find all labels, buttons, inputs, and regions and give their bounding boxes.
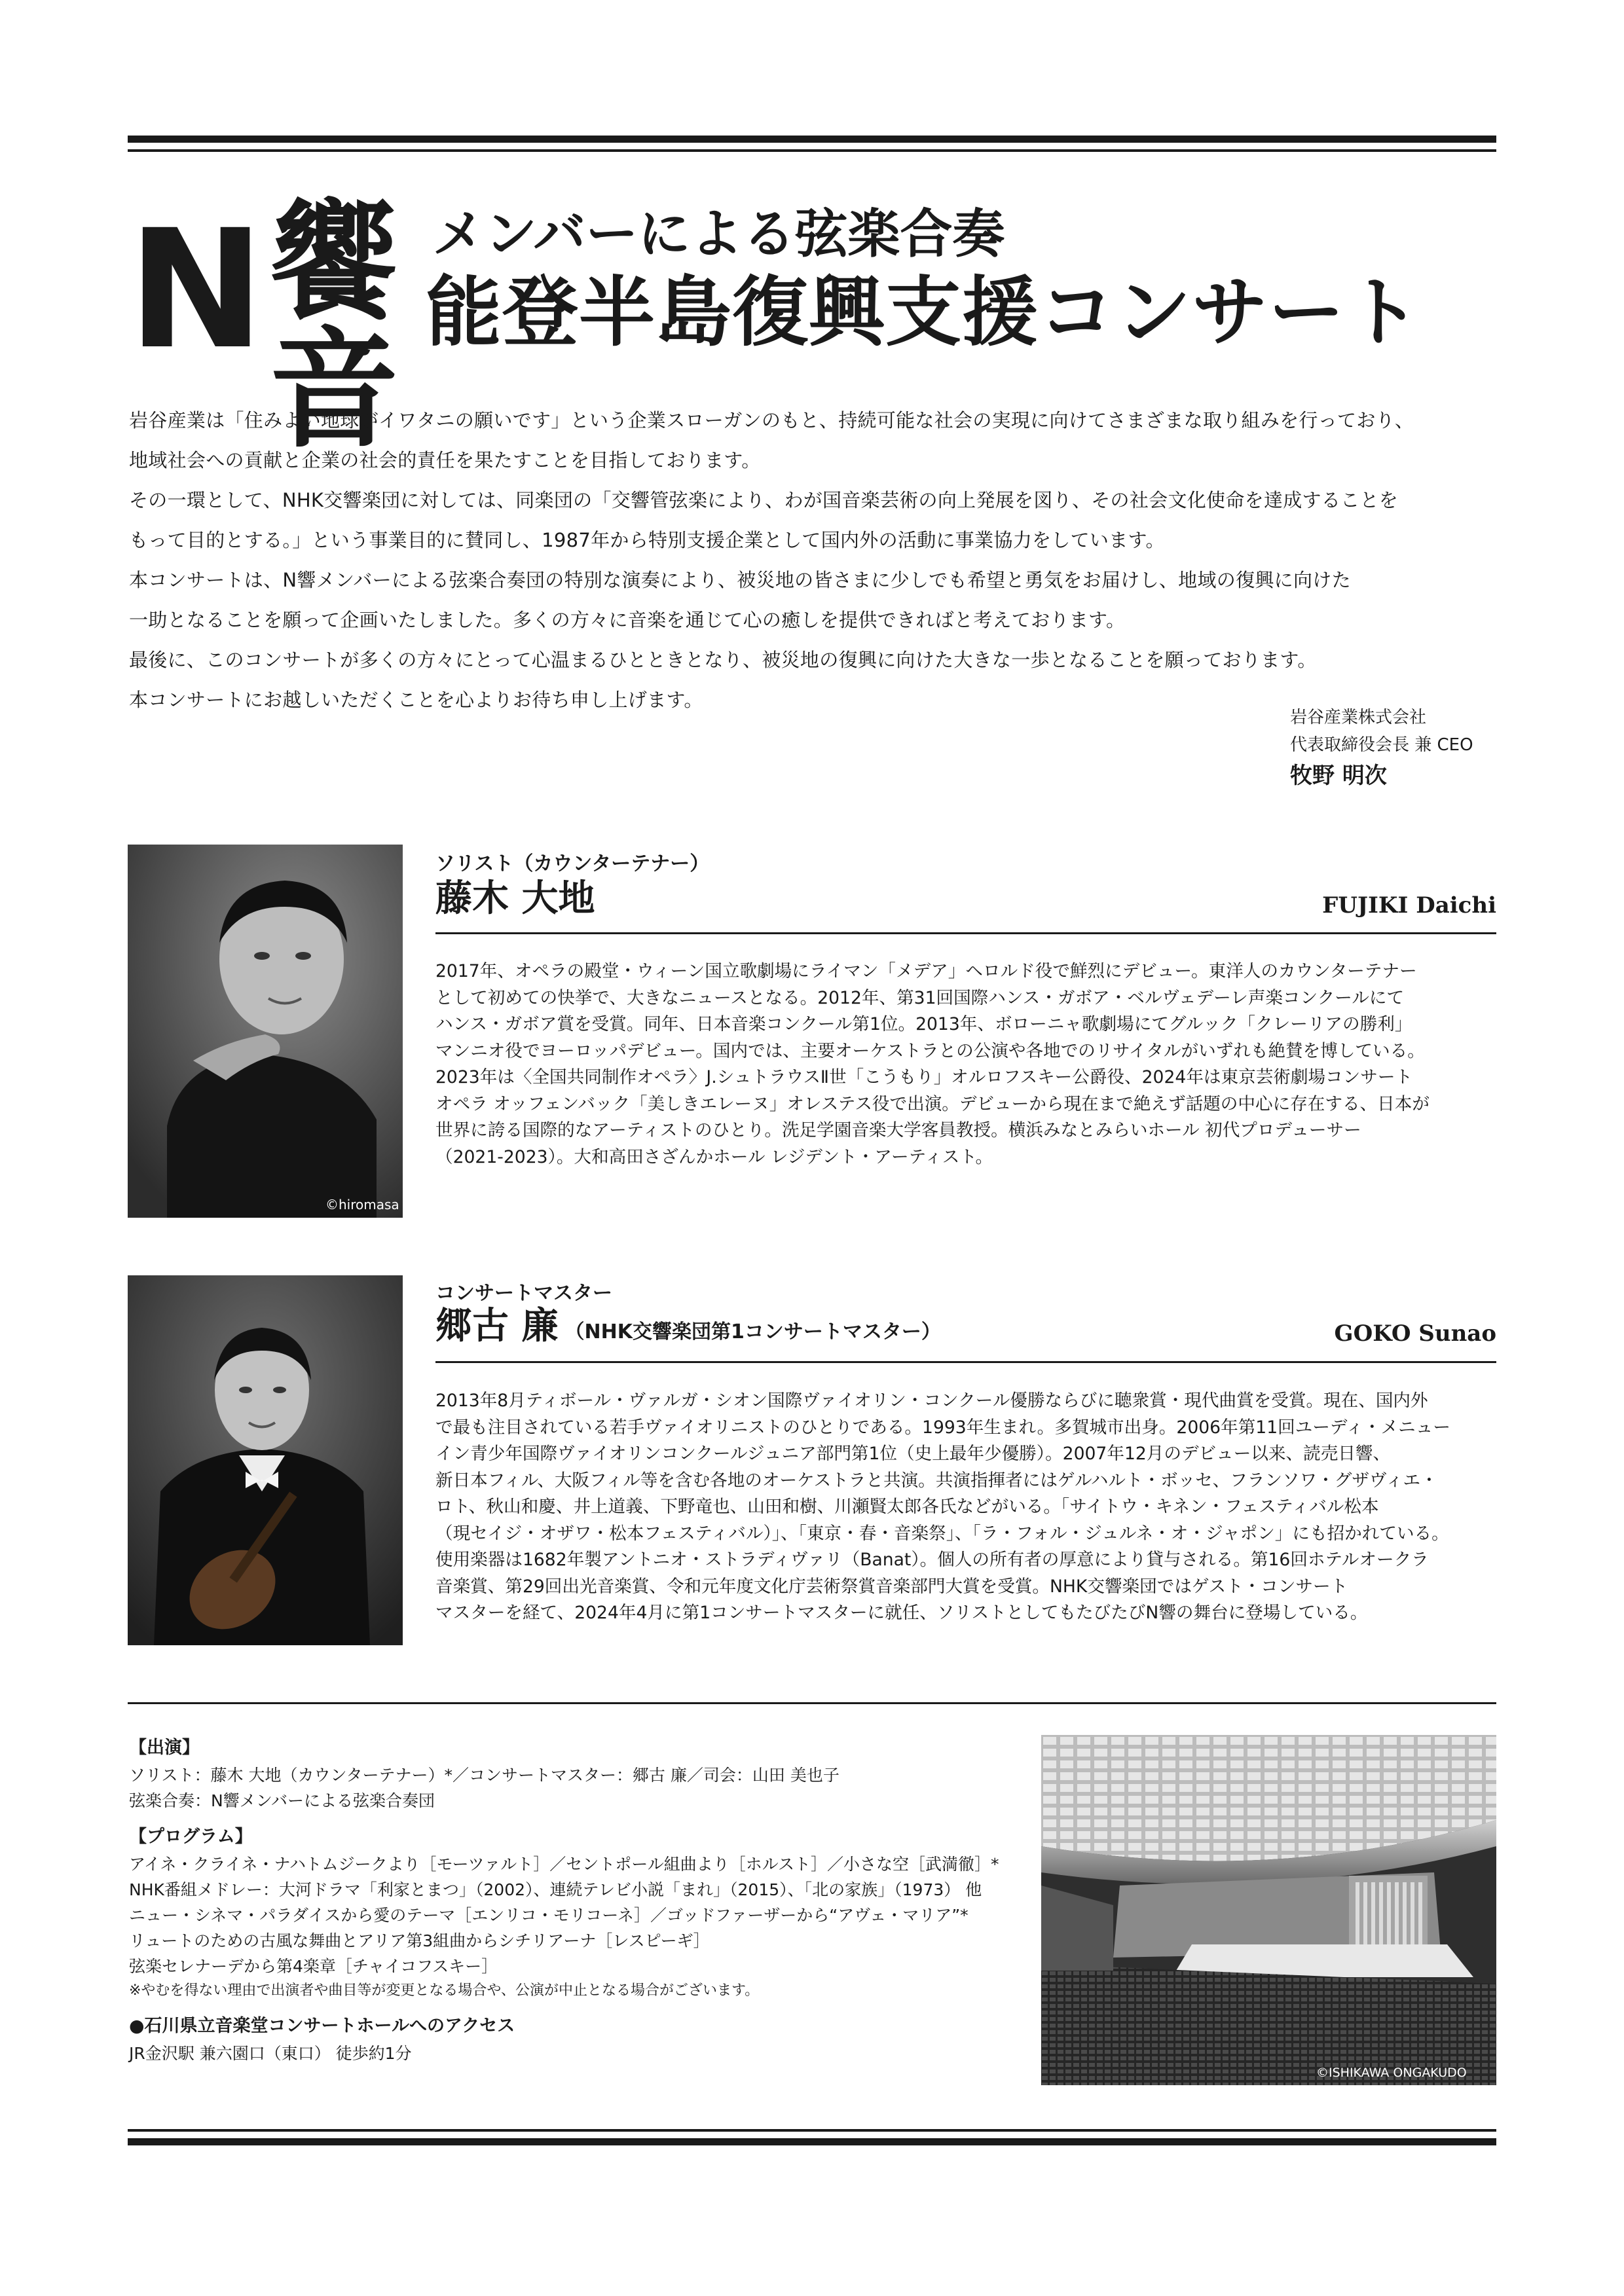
bio-line: オペラ オッフェンバック「美しきエレーヌ」オレステス役で出演。デビューから現在まで絶えず話題の中心に存在する、日本が <box>435 1093 1430 1114</box>
intro-line: その一環として、NHK交響楽団に対しては、同楽団の「交響管弦楽により、わが国音楽芸術の向上発展を図り、その社会文化使命を達成することを <box>129 489 1399 511</box>
bio-line: 世界に誇る国際的なアーティストのひとり。洗足学園音楽大学客員教授。横浜みなとみらいホール 初代プロデューサー <box>435 1120 1361 1140</box>
soloist-name: 藤木 大地 <box>435 877 595 920</box>
title-subtitle: メンバーによる弦楽合奏 <box>432 204 1005 264</box>
title-main: 能登半島復興支援コンサート <box>426 268 1422 357</box>
program-item: ニュー・シネマ・パラダイスから愛のテーマ［エンリコ・モリコーネ］／ゴッドファーザーから“アヴェ・マリア”* <box>129 1906 969 1925</box>
bio-line: ハンス・ガボア賞を受賞。同年、日本音楽コンクール第1位。2013年、ボローニャ歌劇場にてグルック「クレーリアの勝利」 <box>435 1014 1412 1034</box>
bottom-rule-thick <box>128 2138 1496 2145</box>
info-separator <box>128 1702 1496 1704</box>
concertmaster-name-line <box>435 1305 941 1347</box>
bio-line: （現セイジ・オザワ・松本フェスティバル）」、「東京・春・音楽祭」、「ラ・フォル・ジュルネ・オ・ジャポン」にも招かれている。 <box>435 1523 1449 1544</box>
program-item: リュートのための古風な舞曲とアリア第3組曲からシチリアーナ［レスピーギ］ <box>129 1931 710 1950</box>
program-note: ※やむを得ない理由で出演者や曲目等が変更となる場合や、公演が中止となる場合がございます。 <box>129 1982 760 1999</box>
program-item: アイネ・クライネ・ナハトムジークより［モーツァルト］／セントポール組曲より［ホルスト］／小さな空［武満徹］* <box>129 1855 999 1874</box>
bio-line: 使用楽器は1682年製アントニオ・ストラディヴァリ（Banat）。個人の所有者の厚意により貸与される。第16回ホテルオークラ <box>435 1550 1429 1570</box>
title-kanji-bottom: 音 <box>269 314 399 466</box>
soloist-romaji: FUJIKI Daichi <box>1322 892 1496 919</box>
bio-line: 2013年8月ティボール・ヴァルガ・シオン国際ヴァイオリン・コンクール優勝ならびに聴衆賞・現代曲賞を受賞。現在、国内外 <box>435 1391 1428 1411</box>
concertmaster-portrait-illustration <box>128 1275 403 1645</box>
concertmaster-romaji: GOKO Sunao <box>1334 1321 1496 1347</box>
intro-line: 岩谷産業は「住みよい地球がイワタニの願いです」という企業スローガンのもと、持続可能な社会の実現に向けてさまざまな取り組みを行っており、 <box>129 409 1414 431</box>
title-kanji-top: 饗 <box>269 187 399 338</box>
soloist-role: ソリスト（カウンターテナー） <box>435 852 710 875</box>
program-heading: 【プログラム】 <box>129 1827 253 1847</box>
concertmaster-name: 郷古 廉 <box>435 1305 559 1347</box>
intro-line: 一助となることを願って企画いたしました。多くの方々に音楽を通じて心の癒しを提供できればと考えております。 <box>129 609 1126 631</box>
hall-photo <box>1041 1735 1496 2085</box>
program-item: NHK番組メドレー：大河ドラマ「利家とまつ」（2002）、連続テレビ小説「まれ」（2015）、「北の家族」（1973） 他 <box>129 1880 982 1899</box>
concert-info <box>129 1734 1000 2066</box>
title-letter-n: N <box>128 194 261 385</box>
soloist-bio <box>435 958 1496 1171</box>
intro-line: 本コンサートにお越しいただくことを心よりお待ち申し上げます。 <box>129 689 703 711</box>
intro-line: 本コンサートは、N響メンバーによる弦楽合奏団の特別な演奏により、被災地の皆さまに少しでも希望と勇気をお届けし、地域の復興に向けた <box>129 569 1351 591</box>
bio-line: で最も注目されている若手ヴァイオリニストのひとりである。1993年生まれ。多賀城市出身。2006年第11回ユーディ・メニュー <box>435 1417 1450 1438</box>
bio-line: 2023年は〈全国共同制作オペラ〉J.シュトラウスⅡ世「こうもり」オルロフスキー公爵役、2024年は東京芸術劇場コンサート <box>435 1067 1413 1087</box>
soloist-photo-credit: ©hiromasa <box>325 1197 399 1212</box>
program-item: 弦楽セレナーデから第4楽章［チャイコフスキー］ <box>129 1957 498 1976</box>
bio-line: として初めての快挙で、大きなニュースとなる。2012年、第31回国際ハンス・ガボア・ベルヴェデーレ声楽コンクールにて <box>435 987 1405 1008</box>
performers-line: ソリスト：藤木 大地（カウンターテナー）*／コンサートマスター：郷古 廉／司会：山田 美也子 <box>129 1766 840 1785</box>
top-rule-thin <box>128 149 1496 152</box>
intro-line: 地域社会への貢献と企業の社会的責任を果たすことを目指しております。 <box>129 449 761 471</box>
bio-line: 新日本フィル、大阪フィル等を含む各地のオーケストラと共演。共演指揮者にはゲルハルト・ボッセ、フランソワ・グザヴィエ・ <box>435 1470 1438 1491</box>
performers-heading: 【出演】 <box>129 1738 200 1758</box>
bio-line: マスターを経て、2024年4月に第1コンサートマスターに就任、ソリストとしてもたびたびN響の舞台に登場している。 <box>435 1603 1368 1623</box>
signature-name: 牧野 明次 <box>1290 763 1387 789</box>
bio-line: イン青少年国際ヴァイオリンコンクールジュニア部門第1位（史上最年少優勝）。2007年12月のデビュー以来、読売日響、 <box>435 1444 1391 1464</box>
concertmaster-bio <box>435 1388 1496 1627</box>
access-heading: ●石川県立音楽堂コンサートホールへのアクセス <box>129 2016 515 2036</box>
intro-line: 最後に、このコンサートが多くの方々にとって心温まるひとときとなり、被災地の復興に向けた大きな一歩となることを願っております。 <box>129 649 1317 671</box>
soloist-divider <box>435 932 1496 934</box>
bottom-rule-thin <box>128 2129 1496 2132</box>
signature-company: 岩谷産業株式会社 <box>1290 708 1427 727</box>
top-rule-thick <box>128 136 1496 143</box>
access-text: JR金沢駅 兼六園口（東口） 徒歩約1分 <box>129 2044 412 2063</box>
soloist-portrait-illustration <box>128 845 403 1218</box>
concertmaster-divider <box>435 1361 1496 1363</box>
bio-line: （2021-2023）。大和高田さざんかホール レジデント・アーティスト。 <box>435 1146 993 1167</box>
soloist-photo <box>128 845 403 1218</box>
intro-text <box>129 401 1498 720</box>
signature-title: 代表取締役会長 兼 CEO <box>1290 735 1473 755</box>
bio-line: 音楽賞、第29回出光音楽賞、令和元年度文化庁芸術祭賞音楽部門大賞を受賞。NHK交響楽団ではゲスト・コンサート <box>435 1576 1348 1597</box>
bio-line: マンニオ役でヨーロッパデビュー。国内では、主要オーケストラとの公演や各地でのリサイタルがいずれも絶賛を博している。 <box>435 1040 1425 1061</box>
signature <box>1290 704 1473 793</box>
bio-line: 2017年、オペラの殿堂・ウィーン国立歌劇場にライマン「メデア」ヘロルド役で鮮烈にデビュー。東洋人のカウンターテナー <box>435 961 1417 981</box>
concert-hall-illustration <box>1041 1735 1496 2085</box>
hall-photo-credit: ©ISHIKAWA ONGAKUDO <box>1316 2066 1467 2080</box>
bio-line: ロト、秋山和慶、井上道義、下野竜也、山田和樹、川瀬賢太郎各氏などがいる。「サイトウ・キネン・フェスティバル松本 <box>435 1497 1379 1517</box>
concertmaster-role: コンサートマスター <box>435 1282 612 1305</box>
concertmaster-name-note: （NHK交響楽団第1コンサートマスター） <box>564 1321 941 1343</box>
performers-line: 弦楽合奏：N響メンバーによる弦楽合奏団 <box>129 1791 435 1810</box>
intro-line: もって目的とする。」という事業目的に賛同し、1987年から特別支援企業として国内外の活動に事業協力をしています。 <box>129 529 1165 551</box>
concertmaster-photo <box>128 1275 403 1645</box>
